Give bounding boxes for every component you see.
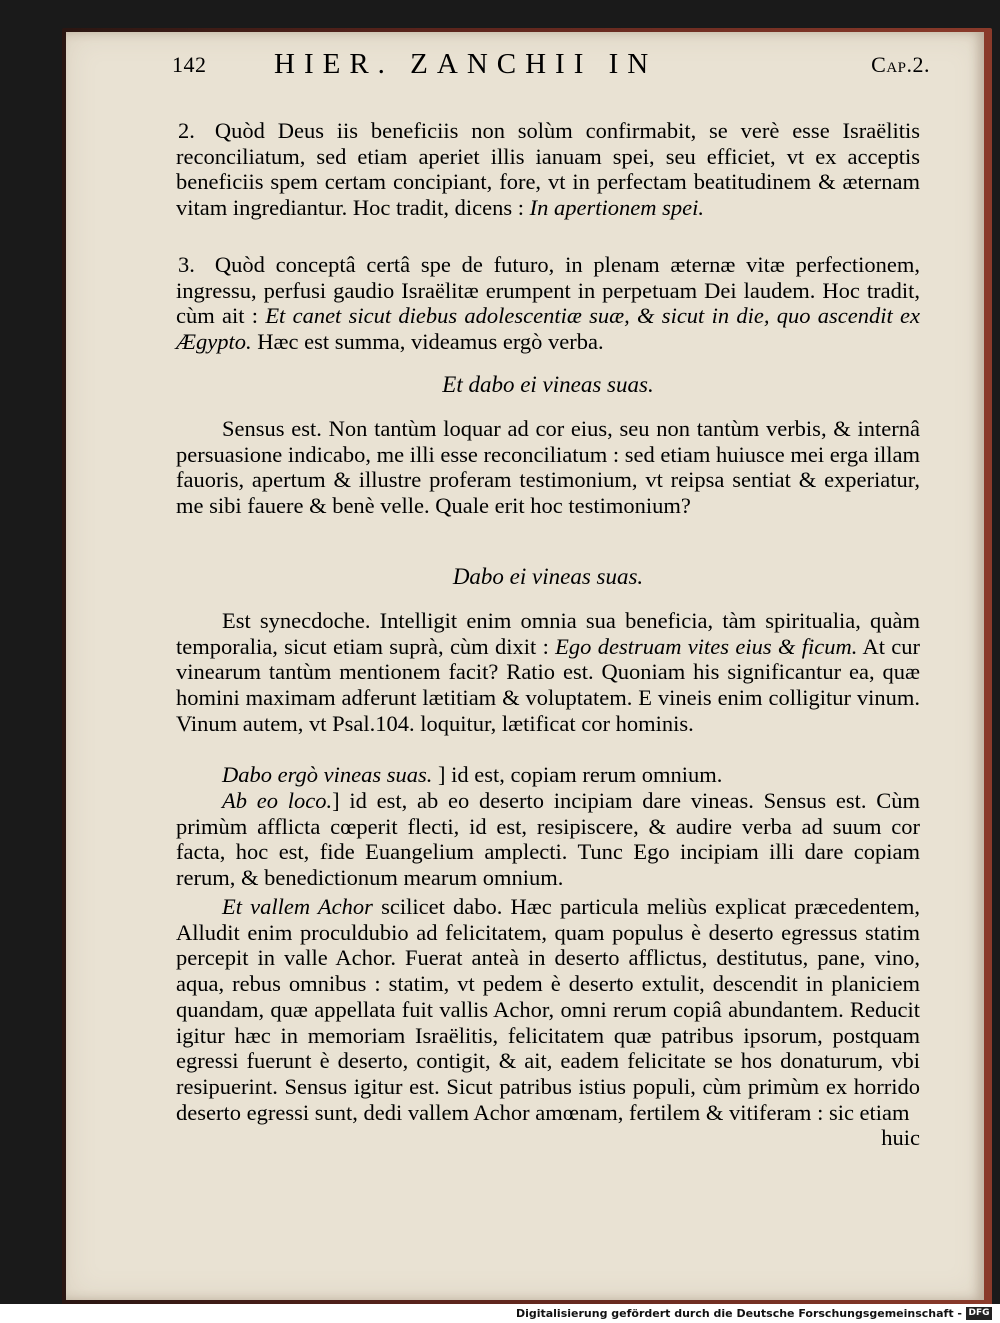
section-heading-2 [176, 564, 920, 590]
heading-text: Et dabo ei vineas suas. [442, 372, 654, 397]
paragraph-3 [176, 252, 920, 355]
paragraph-7 [176, 788, 920, 891]
heading-text: Dabo ei vineas suas. [452, 564, 644, 589]
page-number: 142 [172, 52, 207, 77]
section-heading-1 [176, 372, 920, 398]
quotation-italic: In apertionem spei. [529, 195, 705, 221]
paragraph-6 [176, 762, 920, 788]
paragraph-number: 2. [178, 118, 195, 143]
digitization-footer [0, 1304, 1000, 1323]
running-head [172, 48, 932, 88]
paragraph-text: Est synecdoche. Intelligit enim omnia sua beneficia, tàm spiritualia, quàm temporalia, sicut etiam suprà, cùm dixit : [176, 608, 920, 659]
dfg-logo: DFG [966, 1307, 992, 1320]
running-title: HIER. ZANCHII IN [274, 48, 658, 80]
paragraph-text: Hæc est summa, videamus ergò verba. [257, 329, 604, 355]
paragraph-text: Quòd conceptâ certâ spe de futuro, in plenam æternæ vitæ perfectionem, ingressu, perfusi gaudio Israëlitæ erumpent in perpetuam Dei laudem. Hoc tradit, cùm ait : [176, 252, 920, 329]
paragraph-8 [176, 894, 920, 1151]
chapter-label: Cap.2. [871, 52, 930, 77]
paragraph-text: ] id est, copiam rerum omnium. [438, 762, 723, 787]
quotation-italic: Et canet sicut diebus adolescentiæ suæ, & sicut in die, quo ascendit ex Ægypto. [176, 303, 921, 355]
footer-credit: Digitalisierung gefördert durch die Deutsche Forschungsgemeinschaft - [515, 1307, 962, 1320]
paragraph-text: scilicet dabo. Hæc particula meliùs explicat præcedentem, Alludit enim proculdubio ad felicitatem, quam populus è deserto egressus statim percepit in valle Achor. Fuerat anteà in deserto afflictus, destitutus, pane, vino, aqua, rebus omnibus : statim, vt pedem è deserto extulit, descendit in planiciem quandam, quæ appellata fuit vallis Achor, omni rerum copiâ abundantem. Reducit igitur hæc in memoriam Israëlitis, felicitatem quæ patribus ipsorum, postquam egressi fuerunt è deserto, contigit, & ait, eadem felicitate se hos donaturum, vbi resipuerint. Sensus igitur est. Sicut patribus istius populi, cùm primùm ex horrido deserto egressi sunt, dedi vallem Achor amœnam, fertilem & vitiferam : sic etiam [176, 894, 920, 1125]
paragraph-text: Sensus est. Non tantùm loquar ad cor eius, seu non tantùm verbis, & internâ persuasione indicabo, me illi esse reconciliatum : sed etiam huiusce mei erga illam fauoris, apertum & illustre proferam testimonium, vt reipsa sentiat & experiatur, me sibi fauere & benè velle. Quale erit hoc testimonium? [176, 416, 920, 519]
paragraph-5 [176, 608, 920, 737]
paragraph-number: 3. [178, 252, 195, 277]
paragraph-text: Quòd Deus iis beneficiis non solùm confirmabit, se verè esse Israëlitis reconciliatum, sed etiam aperiet illis ianuam spei, seu efficiet, vt ex acceptis beneficiis spem certam concipiant, fore, vt in perfectam beatitudinem & æternam vitam ingrediantur. Hoc tradit, dicens : [176, 118, 920, 221]
paragraph-4 [176, 416, 920, 519]
lemma-italic: Et vallem Achor [222, 894, 373, 919]
paragraph-text: ] id est, ab eo deserto incipiam dare vineas. Sensus est. Cùm primùm afflicta cœperit flecti, id est, resipiscere, & audire verba ad suum cor facta, hoc est, fide Euangelium amplecti. Tunc Ego incipiam illi dare copiam rerum, & benedictionum mearum omnium. [176, 788, 921, 891]
paragraph-2 [176, 118, 920, 221]
paragraph-text: At cur vinearum tantùm mentionem facit? Ratio est. Quoniam his significantur ea, quæ homini maximam adferunt lætitiam & voluptatem. E vineis enim colligitur vinum. Vinum autem, vt Psal.104. loquitur, lætificat cor hominis. [176, 633, 921, 736]
lemma-italic: Dabo ergò vineas suas. [222, 762, 433, 787]
quotation-italic: Ego destruam vites eius & ficum. [555, 633, 858, 659]
catchword: huic [881, 1125, 920, 1151]
lemma-italic: Ab eo loco. [222, 788, 333, 813]
